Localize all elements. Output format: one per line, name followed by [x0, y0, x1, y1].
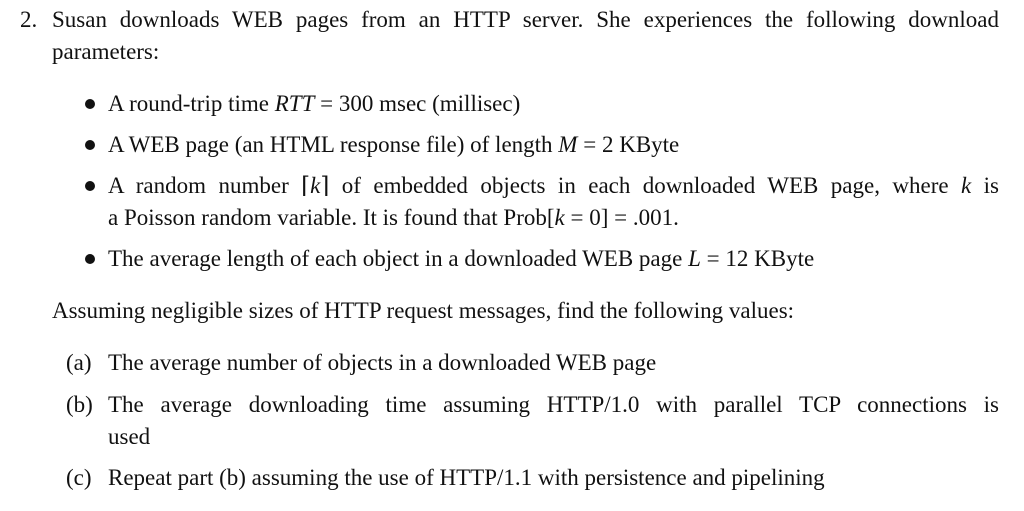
bullet-marker [85, 181, 95, 191]
bullet-marker [85, 140, 95, 150]
var-l: L [688, 246, 701, 271]
var-rtt: RTT [274, 91, 315, 116]
part-text-b-line1: The average downloading time assuming HTTP/1.0 with parallel TCP connections is [108, 392, 999, 417]
var-m: M [558, 132, 578, 157]
part-text-c: Repeat part (b) assuming the use of HTTP/1.1 with persistence and pipelining [108, 465, 825, 490]
param-random-number-line2: a Poisson random variable. It is found that Prob[k = 0] = .001. [108, 205, 679, 230]
part-text-a: The average number of objects in a downloaded WEB page [108, 350, 657, 375]
param-rtt: A round-trip time RTT = 300 msec (millisec) [108, 91, 521, 116]
bullet-marker [85, 99, 95, 109]
assumption-text: Assuming negligible sizes of HTTP request messages, find the following values: [52, 298, 795, 323]
problem-intro-line2: parameters: [52, 39, 160, 64]
param-page-length: A WEB page (an HTML response file) of length M = 2 KByte [108, 132, 680, 157]
problem-intro-line1: Susan downloads WEB pages from an HTTP server. She experiences the following download [52, 7, 999, 32]
bullet-marker [85, 254, 95, 264]
param-random-number-line1: A random number ⌈k⌉ of embedded objects in each downloaded WEB page, where k is [108, 173, 1000, 198]
param-object-length: The average length of each object in a downloaded WEB page L = 12 KByte [108, 246, 815, 271]
part-text-b-line2: used [108, 424, 151, 449]
part-label-c: (c) [66, 465, 92, 490]
part-label-a: (a) [66, 350, 92, 375]
part-label-b: (b) [66, 392, 93, 417]
problem-number: 2. [20, 7, 38, 32]
